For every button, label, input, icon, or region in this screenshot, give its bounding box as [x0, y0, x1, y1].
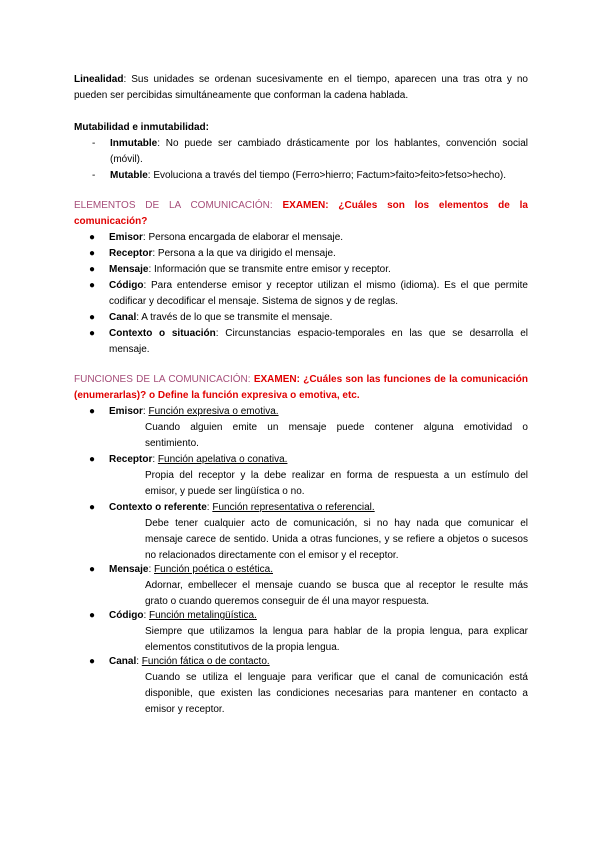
- linealidad-line1: [74, 72, 528, 88]
- funcion-desc: Debe tener cualquier acto de comunicación, si no hay nada que comunicar el: [145, 518, 528, 529]
- bullet-icon: ●: [89, 232, 96, 243]
- bullet-icon: ●: [89, 264, 96, 275]
- item-term: Emisor: [109, 232, 143, 243]
- item-term: Canal: [109, 312, 137, 323]
- funcion-desc: Siempre que utilizamos la lengua para hablar de la propia lengua, para explicar: [145, 626, 528, 637]
- item-term: Emisor: [109, 406, 143, 417]
- bullet-icon: ●: [89, 312, 96, 323]
- exam-question-cont: (enumerarlas)? o Define la función expresiva o emotiva, etc.: [74, 390, 360, 401]
- list-item-text: [110, 136, 528, 152]
- item-text: : Información que se transmite entre emisor y receptor.: [148, 264, 391, 275]
- dash-marker: -: [92, 170, 96, 181]
- list-item-text-cont: codificar y decodificar el mensaje. Sistema de signos y de reglas.: [109, 296, 399, 307]
- bullet-icon: ●: [89, 502, 96, 513]
- list-item-text-cont: mensaje.: [109, 344, 150, 355]
- bullet-icon: ●: [89, 328, 96, 339]
- item-sep: :: [206, 502, 213, 513]
- item-term: Mensaje: [109, 564, 149, 575]
- item-text: : Circunstancias espacio-temporales en las que se desarrolla el: [215, 328, 528, 339]
- funciones-heading: [74, 372, 528, 388]
- elementos-heading: [74, 198, 528, 214]
- funcion-label: [109, 404, 528, 420]
- item-term: Receptor: [109, 248, 153, 259]
- funcion-label: [109, 500, 528, 516]
- item-term: Receptor: [109, 454, 153, 465]
- function-name: Función fática o de contacto.: [141, 656, 270, 667]
- item-sep: :: [143, 610, 149, 621]
- item-text: : No puede ser cambiado drásticamente por los hablantes, convención social: [157, 138, 528, 149]
- list-item-text: [109, 326, 528, 342]
- item-term: Inmutable: [110, 138, 158, 149]
- item-term: Código: [109, 280, 144, 291]
- item-text: : Para entenderse emisor y receptor utilizan el mismo (idioma). Es el que permite: [143, 280, 528, 291]
- item-text: : Persona encargada de elaborar el mensaje.: [142, 232, 344, 243]
- list-item-text: [110, 168, 528, 184]
- funcion-label: [109, 452, 528, 468]
- item-text: : A través de lo que se transmite el mensaje.: [136, 312, 333, 323]
- item-text: : Persona a la que va dirigido el mensaje.: [152, 248, 336, 259]
- bullet-icon: ●: [89, 564, 96, 575]
- mutabilidad-heading: Mutabilidad e inmutabilidad:: [74, 122, 209, 133]
- funcion-desc-cont: mensaje carece de sentido. Unida a otras funciones, y se refiere a objetos o sucesos: [145, 534, 528, 545]
- heading-colon: :: [269, 200, 283, 211]
- linealidad-text1: : Sus unidades se ordenan sucesivamente en el tiempo, aparecen una tras otra y no: [123, 74, 528, 85]
- funcion-desc-cont: elementos constitutivos de la propia lengua.: [145, 642, 340, 653]
- funcion-desc-cont: sentimiento.: [145, 438, 199, 449]
- list-item-text: [109, 278, 528, 294]
- bullet-icon: ●: [89, 610, 96, 621]
- list-item-text: [109, 262, 528, 278]
- funcion-desc-cont: disponible, que existen las condiciones necesarias para mantener en contacto a: [145, 688, 528, 699]
- item-sep: :: [152, 454, 158, 465]
- funcion-desc: Propia del receptor y la debe realizar en forma de respuesta a un estímulo del: [145, 470, 528, 481]
- item-term: Mutable: [110, 170, 148, 181]
- funcion-label: [109, 654, 528, 670]
- funcion-desc: Cuando se utiliza el lenguaje para verificar que el canal de comunicación está: [145, 672, 528, 683]
- bullet-icon: ●: [89, 406, 96, 417]
- exam-question: EXAMEN: ¿Cuáles son los elementos de la: [282, 200, 528, 211]
- item-term: Contexto o situación: [109, 328, 216, 339]
- item-term: Mensaje: [109, 264, 149, 275]
- funcion-label: [109, 608, 528, 624]
- funcion-desc: Adornar, embellecer el mensaje cuando se busca que al receptor le resulte más: [145, 580, 528, 591]
- item-sep: :: [142, 406, 149, 417]
- bullet-icon: ●: [89, 454, 96, 465]
- exam-question: EXAMEN: ¿Cuáles son las funciones de la comunicación: [253, 374, 528, 385]
- item-term: Canal: [109, 656, 137, 667]
- funcion-desc-cont: grato o cuando queremos conseguir de él una mayor respuesta.: [145, 596, 430, 607]
- linealidad-line2: pueden ser percibidas simultáneamente que conforman la cadena hablada.: [74, 90, 409, 101]
- dash-marker: -: [92, 138, 96, 149]
- list-item-text: [109, 310, 528, 326]
- item-sep: :: [148, 564, 155, 575]
- function-name: Función representativa o referencial.: [212, 502, 375, 513]
- function-name: Función poética o estética.: [154, 564, 273, 575]
- function-name: Función apelativa o conativa.: [157, 454, 288, 465]
- list-item-text: [109, 246, 528, 262]
- bullet-icon: ●: [89, 248, 96, 259]
- item-term: Código: [109, 610, 144, 621]
- funcion-label: [109, 562, 528, 578]
- funcion-desc: Cuando alguien emite un mensaje puede contener alguna emotividad o: [145, 422, 528, 433]
- funciones-title: FUNCIONES DE LA COMUNICACIÓN: [74, 374, 248, 385]
- list-item-text: [109, 230, 528, 246]
- item-text: : Evoluciona a través del tiempo (Ferro>hierro; Factum>faito>feito>fetso>hecho).: [147, 170, 507, 181]
- function-name: Función expresiva o emotiva.: [148, 406, 279, 417]
- bullet-icon: ●: [89, 656, 96, 667]
- item-term: Contexto o referente: [109, 502, 207, 513]
- list-item-text-cont: (móvil).: [110, 154, 143, 165]
- funcion-desc-cont: no relacionados directamente con el emisor y el receptor.: [145, 550, 399, 561]
- item-sep: :: [136, 656, 142, 667]
- linealidad-term: Linealidad: [74, 74, 124, 85]
- bullet-icon: ●: [89, 280, 96, 291]
- funcion-desc-cont: emisor y receptor.: [145, 704, 225, 715]
- exam-question-cont: comunicación?: [74, 216, 148, 227]
- heading-colon: :: [247, 374, 254, 385]
- elementos-title: ELEMENTOS DE LA COMUNICACIÓN: [74, 200, 270, 211]
- function-name: Función metalingüística.: [149, 610, 257, 621]
- funcion-desc-cont: emisor, y puede ser lingüística o no.: [145, 486, 305, 497]
